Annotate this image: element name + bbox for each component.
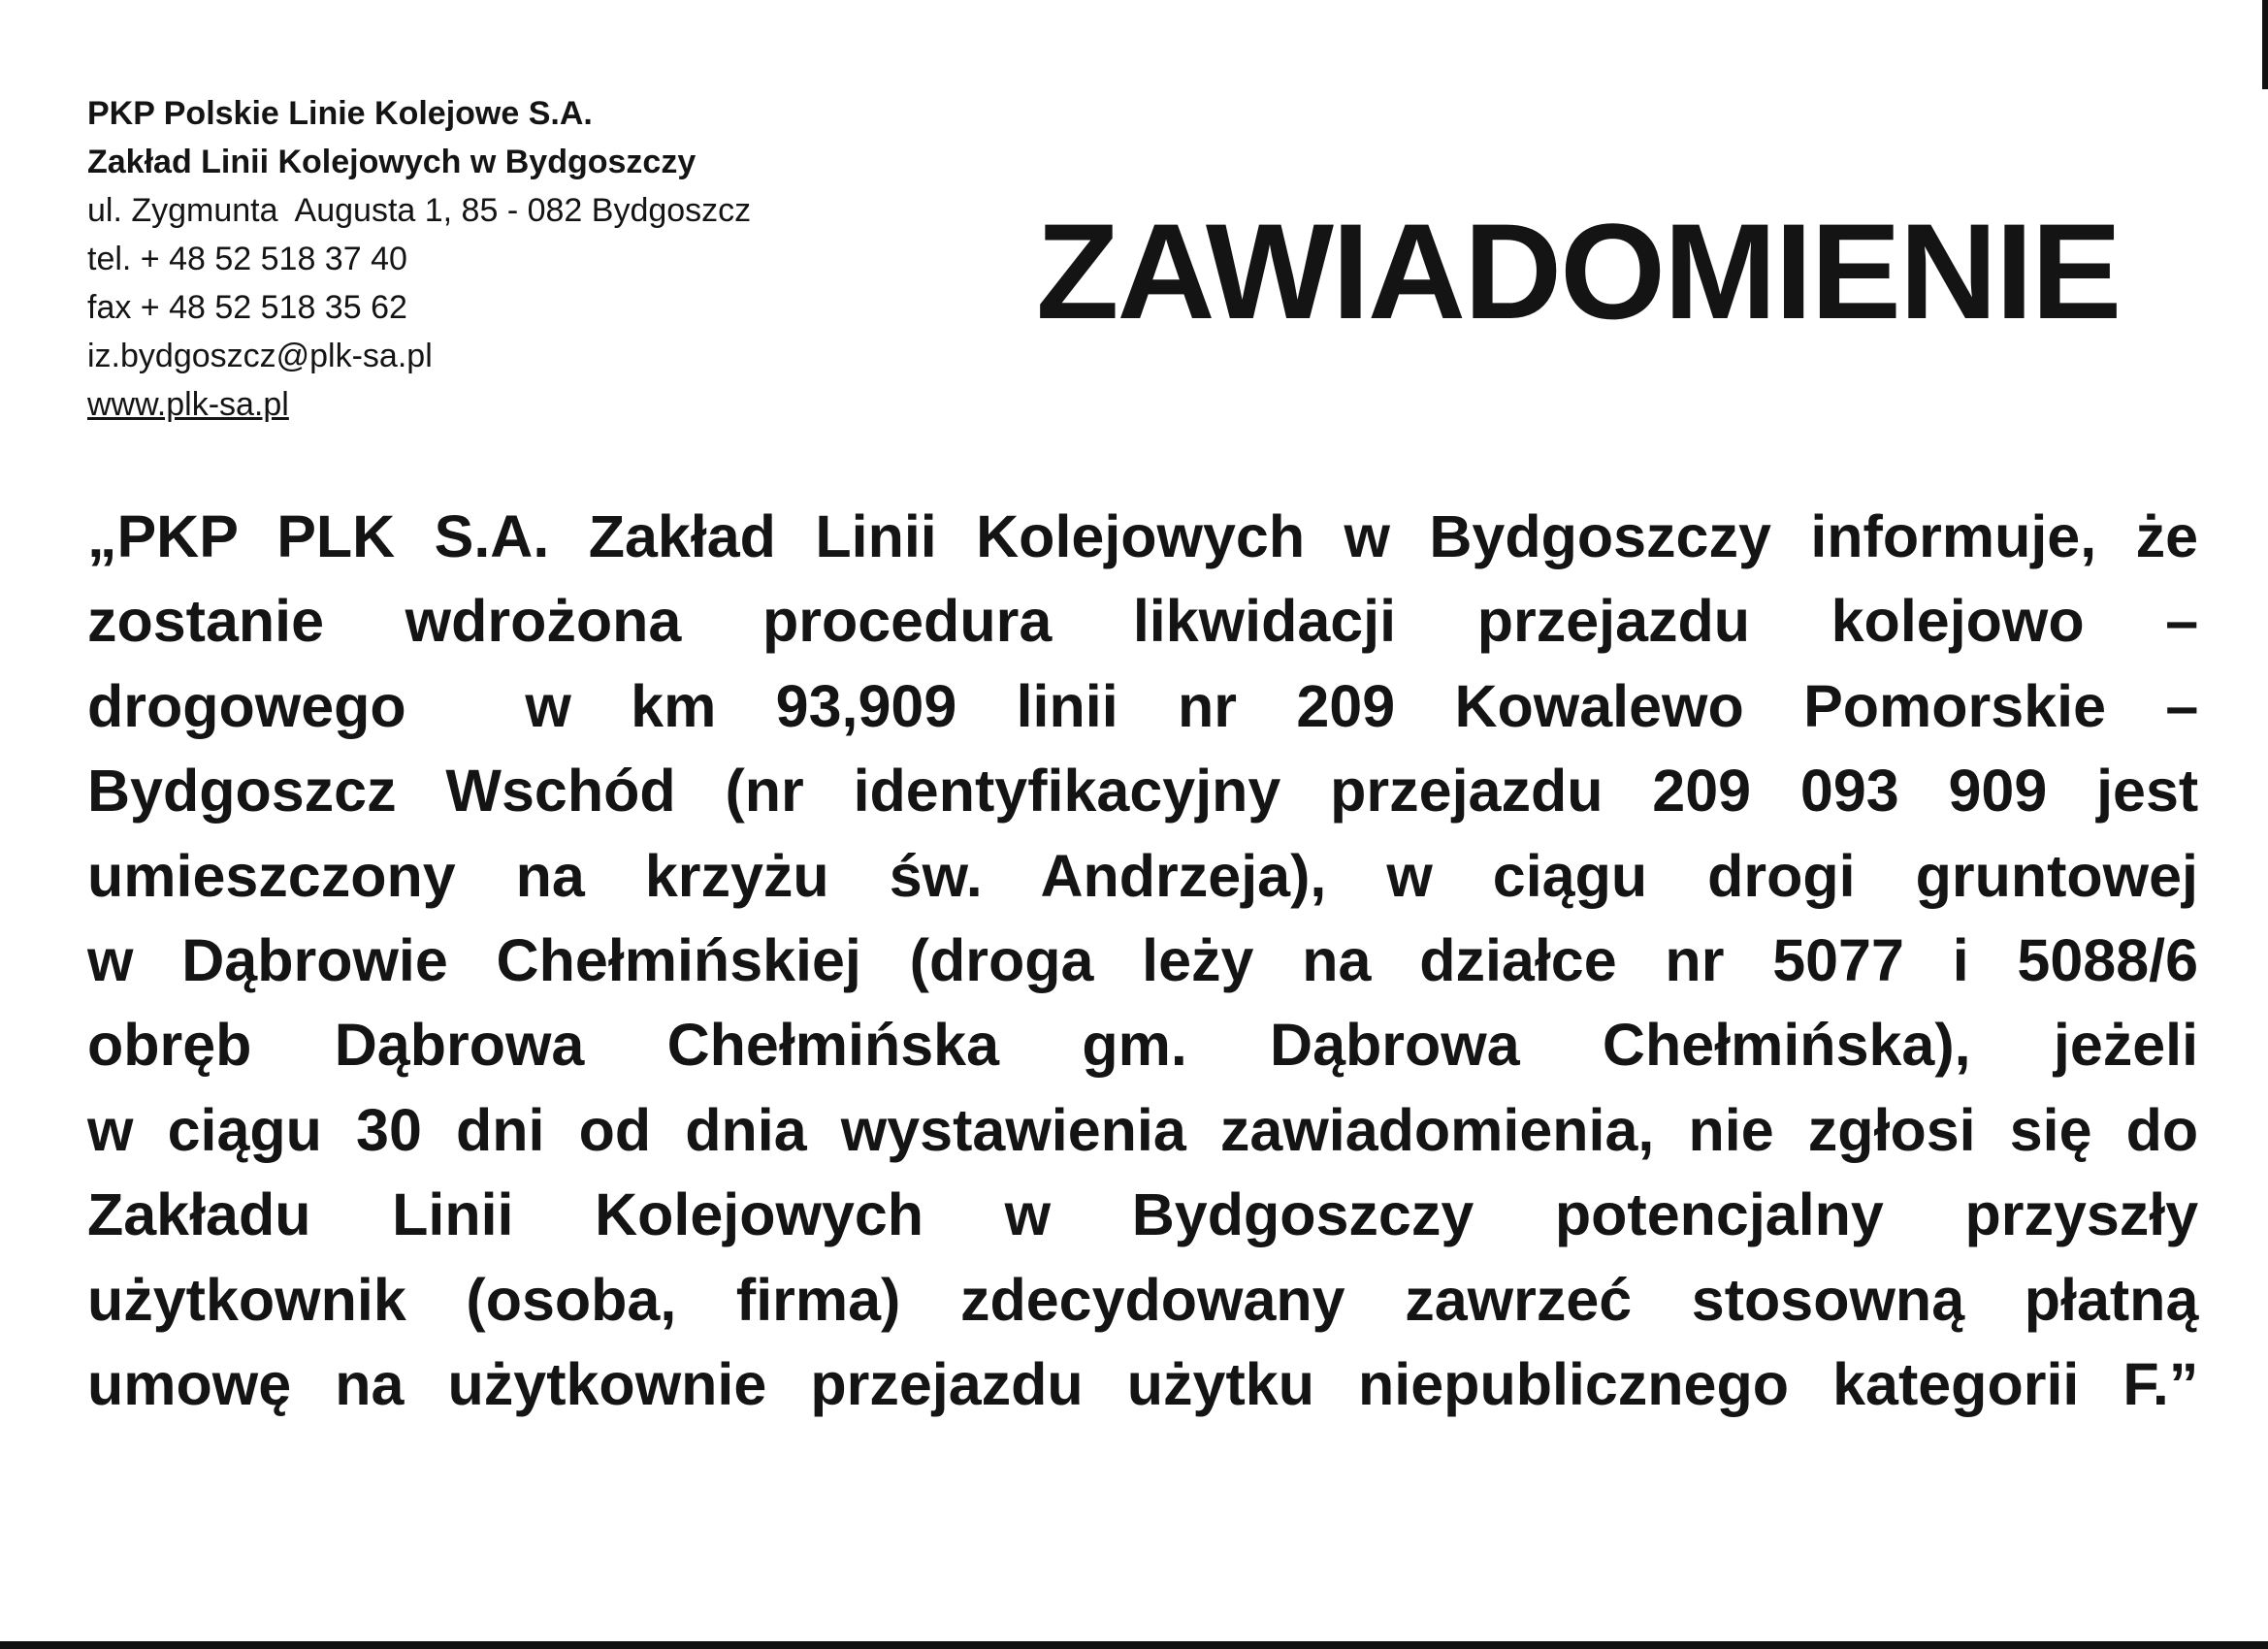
notice-line: zostanie wdrożona procedura likwidacji przejazdu kolejowo – — [87, 588, 2199, 655]
sender-email: iz.bydgoszcz@plk-sa.pl — [87, 338, 433, 374]
sender-address: ul. Zygmunta Augusta 1, 85 - 082 Bydgoszcz — [87, 192, 752, 229]
notice-line: Bydgoszcz Wschód (nr identyfikacyjny przejazdu 209 093 909 jest — [87, 758, 2199, 824]
notice-line: „PKP PLK S.A. Zakład Linii Kolejowych w Bydgoszczy informuje, że — [87, 503, 2198, 569]
scan-edge-bottom — [0, 1641, 2268, 1649]
notice-line: Zakładu Linii Kolejowych w Bydgoszczy potencjalny przyszły — [87, 1181, 2199, 1248]
notice-line: obręb Dąbrowa Chełmińska gm. Dąbrowa Chełmińska), jeżeli — [87, 1012, 2199, 1079]
sender-block — [87, 89, 883, 429]
notice-body — [87, 495, 2198, 1427]
document-title: ZAWIADOMIENIE — [1036, 195, 2121, 347]
notice-line: umowę na użytkownie przejazdu użytku niepublicznego kategorii F.” — [87, 1350, 2199, 1417]
notice-line: użytkownik (osoba, firma) zdecydowany zawrzeć stosowną płatną — [87, 1266, 2199, 1333]
notice-line: w ciągu 30 dni od dnia wystawienia zawiadomienia, nie zgłosi się do — [87, 1096, 2199, 1163]
sender-unit: Zakład Linii Kolejowych w Bydgoszczy — [87, 144, 697, 180]
sender-tel: tel. + 48 52 518 37 40 — [87, 241, 407, 277]
scan-edge-right — [2262, 0, 2268, 89]
notice-line: w Dąbrowie Chełmińskiej (droga leży na działce nr 5077 i 5088/6 — [87, 926, 2198, 993]
notice-line: drogowego w km 93,909 linii nr 209 Kowalewo Pomorskie – — [87, 672, 2199, 739]
notice-line: umieszczony na krzyżu św. Andrzeja), w ciągu drogi gruntowej — [87, 842, 2198, 909]
sender-fax: fax + 48 52 518 35 62 — [87, 289, 407, 326]
sender-website-link[interactable]: www.plk-sa.pl — [87, 386, 289, 423]
sender-company: PKP Polskie Linie Kolejowe S.A. — [87, 95, 593, 132]
